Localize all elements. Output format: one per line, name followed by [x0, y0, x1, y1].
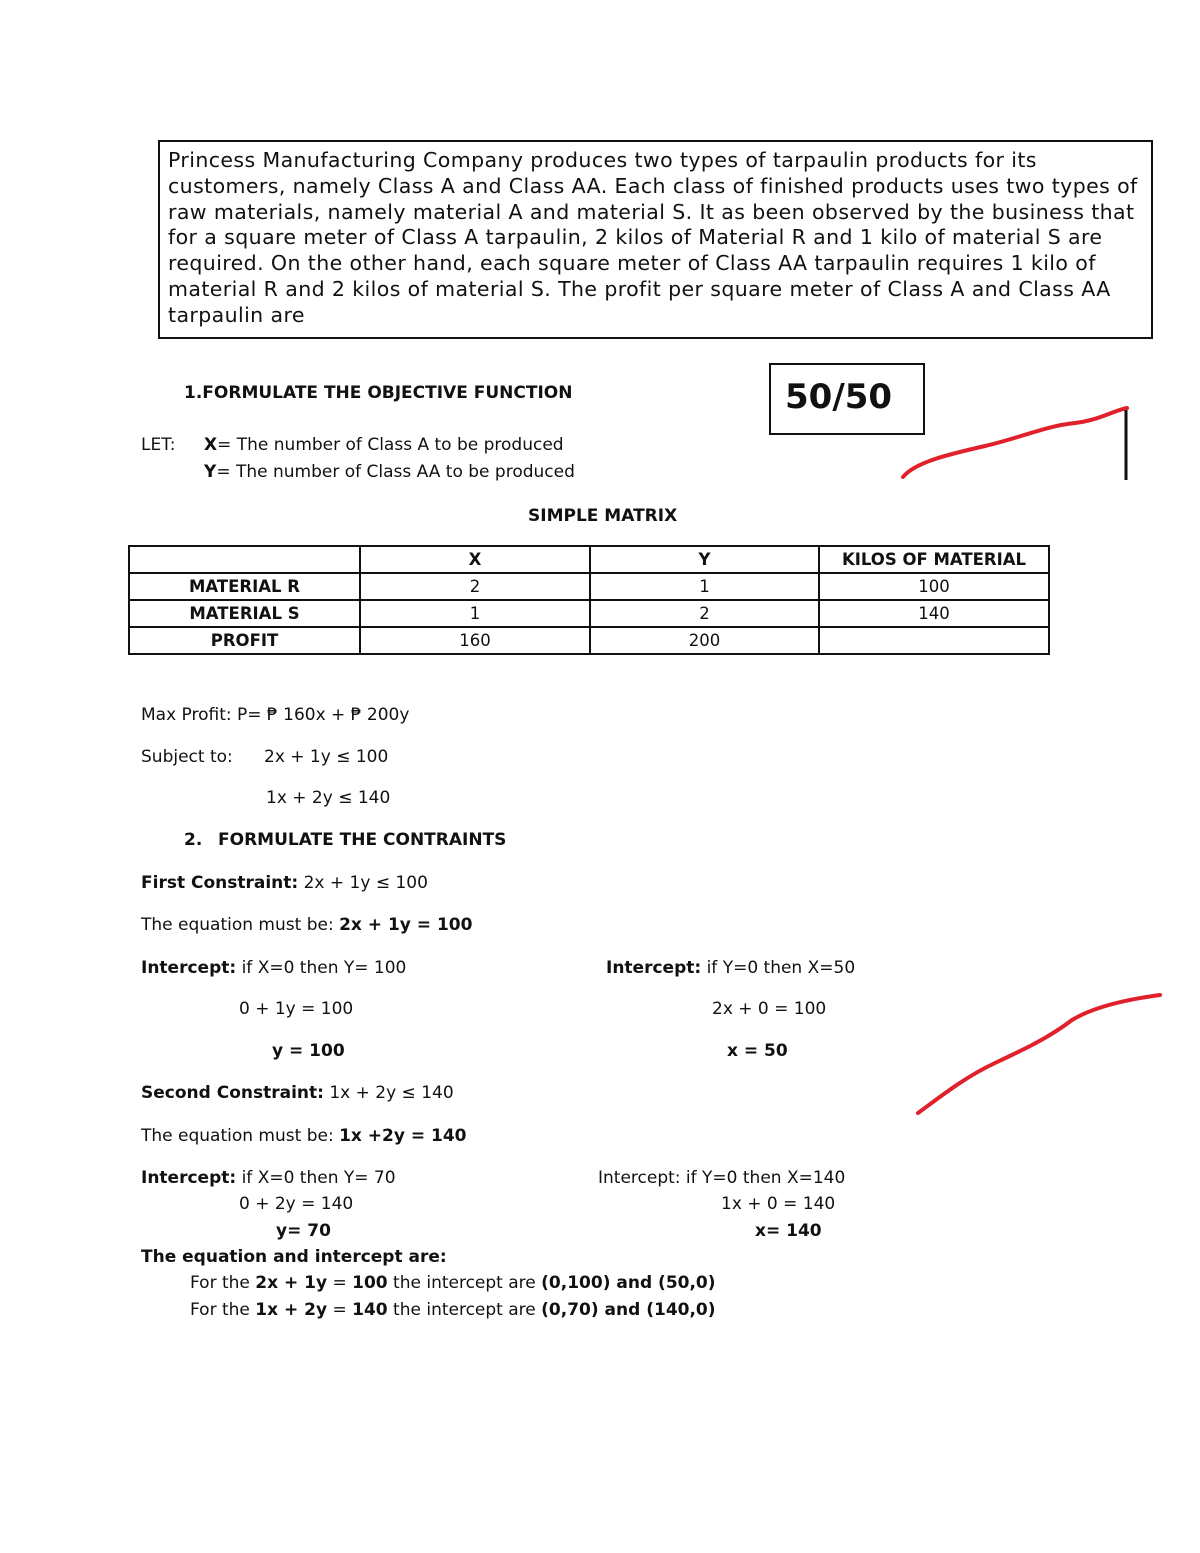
- header-cell: X: [360, 546, 590, 573]
- table-cell: 1: [360, 600, 590, 627]
- second-intercept-2-step: 1x + 0 = 140: [721, 1194, 836, 1214]
- problem-statement: Princess Manufacturing Company produces two types of tarpaulin products for its customers, namely Class A and Class AA. Each class of finished products uses two types of raw materials, namely material A and material S. It as been observed by the business that for a square meter of Class A tarpaulin, 2 kilos of Material R and 1 kilo of material S are required. On the other hand, each square meter of Class AA tarpaulin requires 1 kilo of material R and 2 kilos of material S. The profit per square meter of Class A and Class AA tarpaulin are: [168, 148, 1138, 327]
- matrix-title: SIMPLE MATRIX: [528, 506, 678, 526]
- row-label: PROFIT: [129, 627, 360, 654]
- row-label: MATERIAL S: [129, 600, 360, 627]
- second-intercept-2-result: x= 140: [755, 1221, 822, 1241]
- table-cell: 100: [819, 573, 1049, 600]
- table-row: [129, 573, 1049, 600]
- max-profit: Max Profit: P= ₱ 160x + ₱ 200y: [141, 705, 410, 725]
- first-intercept-1: Intercept: if X=0 then Y= 100: [141, 958, 407, 978]
- header-cell: [129, 546, 360, 573]
- first-intercept-2-step: 2x + 0 = 100: [712, 999, 827, 1019]
- x-definition: X= The number of Class A to be produced: [204, 435, 564, 455]
- first-intercept-1-result: y = 100: [272, 1041, 345, 1061]
- let-label: LET:: [141, 435, 176, 455]
- table-cell: 2: [590, 600, 819, 627]
- score: 50/50: [785, 377, 893, 417]
- table-row: [129, 600, 1049, 627]
- first-intercept-2: Intercept: if Y=0 then X=50: [606, 958, 856, 978]
- header-cell: KILOS OF MATERIAL: [819, 546, 1049, 573]
- second-equation: The equation must be: 1x +2y = 140: [141, 1126, 467, 1146]
- second-intercept-1-result: y= 70: [276, 1221, 331, 1241]
- table-cell: 160: [360, 627, 590, 654]
- first-equation: The equation must be: 2x + 1y = 100: [141, 915, 473, 935]
- table-header-row: [129, 546, 1049, 573]
- summary-line-1: For the 2x + 1y = 100 the intercept are (0,100) and (50,0): [190, 1273, 716, 1293]
- table-cell: 200: [590, 627, 819, 654]
- y-definition: Y= The number of Class AA to be produced: [204, 462, 575, 482]
- second-intercept-2: Intercept: if Y=0 then X=140: [598, 1168, 846, 1188]
- second-constraint: Second Constraint: 1x + 2y ≤ 140: [141, 1083, 454, 1103]
- check-mark-top: [903, 408, 1127, 477]
- table-row: [129, 627, 1049, 654]
- constraint-2: 1x + 2y ≤ 140: [266, 788, 391, 808]
- second-intercept-1-step: 0 + 2y = 140: [239, 1194, 354, 1214]
- section1-heading: 1.FORMULATE THE OBJECTIVE FUNCTION: [184, 383, 573, 403]
- table-cell: [819, 627, 1049, 654]
- check-mark-middle: [918, 995, 1160, 1113]
- row-label: MATERIAL R: [129, 573, 360, 600]
- header-cell: Y: [590, 546, 819, 573]
- first-intercept-1-step: 0 + 1y = 100: [239, 999, 354, 1019]
- section2-heading: FORMULATE THE CONTRAINTS: [218, 830, 507, 850]
- subject-to-label: Subject to:: [141, 747, 233, 767]
- first-constraint: First Constraint: 2x + 1y ≤ 100: [141, 873, 428, 893]
- simple-matrix-table: [128, 545, 1050, 655]
- summary-line-2: For the 1x + 2y = 140 the intercept are (0,70) and (140,0): [190, 1300, 716, 1320]
- second-intercept-1: Intercept: if X=0 then Y= 70: [141, 1168, 396, 1188]
- first-intercept-2-result: x = 50: [727, 1041, 788, 1061]
- table-cell: 1: [590, 573, 819, 600]
- section2-number: 2.: [184, 830, 203, 850]
- summary-heading: The equation and intercept are:: [141, 1247, 447, 1267]
- constraint-1: 2x + 1y ≤ 100: [264, 747, 389, 767]
- table-cell: 140: [819, 600, 1049, 627]
- table-cell: 2: [360, 573, 590, 600]
